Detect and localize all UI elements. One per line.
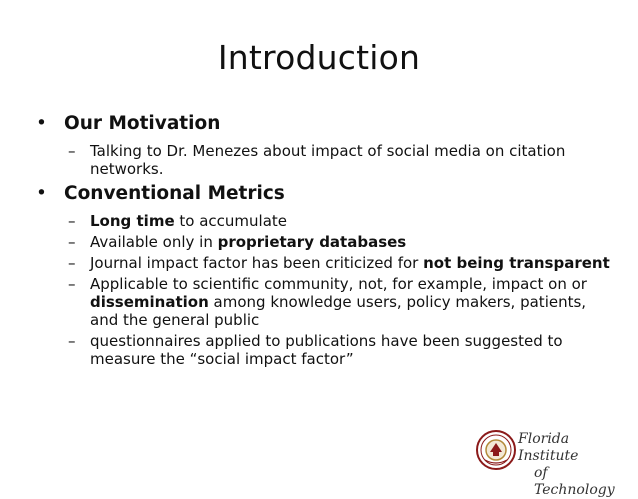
sub-bullet-text: Available only in: [90, 233, 218, 251]
bullet-list: [36, 112, 616, 372]
sub-bullet: [36, 254, 616, 272]
bullet-heading-conventional-metrics: [36, 182, 616, 206]
sub-bullet: [36, 142, 616, 178]
slide-title: Introduction: [217, 38, 421, 77]
sub-bullet-text: Journal impact factor has been criticized for: [90, 254, 424, 272]
dash: –: [68, 142, 76, 160]
sub-bullet: [36, 212, 616, 230]
emphasis: Long time: [90, 212, 175, 230]
dash: –: [68, 254, 76, 272]
dash: –: [68, 233, 76, 251]
bullet-dot: •: [36, 113, 47, 134]
bullet-dot: •: [36, 183, 47, 204]
logo-text: [518, 431, 626, 499]
heading-text: Our Motivation: [64, 113, 221, 134]
sub-bullet: [36, 275, 616, 329]
sub-bullet: [36, 332, 616, 368]
bullet-heading-motivation: [36, 112, 616, 136]
university-seal-icon: [476, 430, 516, 470]
emphasis: not being transparent: [423, 254, 610, 272]
sub-bullet-text: Talking to Dr. Menezes about impact of social media on citation networks.: [90, 142, 566, 178]
sub-bullet-text: among knowledge users, policy makers, patients, and the general public: [90, 293, 587, 329]
sub-bullet-text: to accumulate: [174, 212, 288, 230]
dash: –: [68, 332, 76, 350]
heading-text: Conventional Metrics: [64, 183, 285, 204]
logo-line-1: Florida Institute: [518, 431, 579, 464]
emphasis: dissemination: [90, 293, 209, 311]
emphasis: proprietary databases: [217, 233, 407, 251]
dash: –: [68, 212, 76, 230]
dash: –: [68, 275, 76, 293]
institution-logo: [476, 428, 626, 498]
logo-line-2: of Technology: [534, 465, 615, 498]
sub-bullet-text: Applicable to scientific community, not, for example, impact on or: [90, 275, 587, 293]
sub-bullet: [36, 233, 616, 251]
sub-bullet-text: questionnaires applied to publications have been suggested to measure the “social impact factor”: [90, 332, 563, 368]
